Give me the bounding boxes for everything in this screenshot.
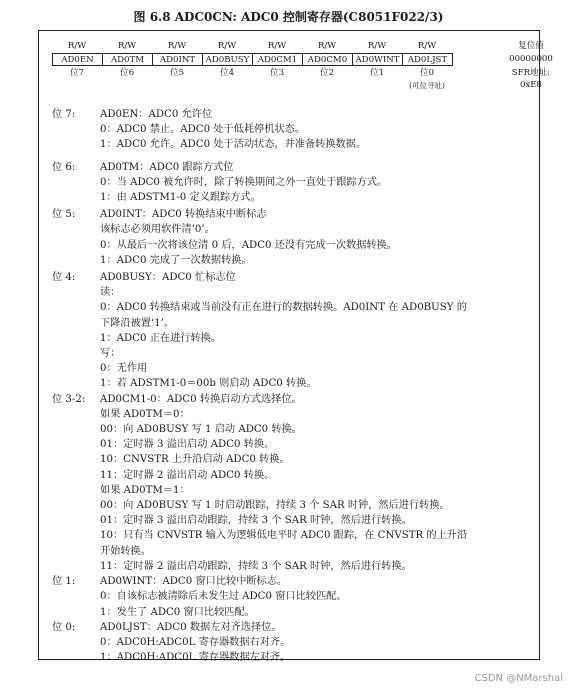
bit-position-7: 位7 [69,68,85,78]
watermark: CSDN @NMarshal [474,673,563,684]
entry-bit7 [52,107,532,153]
bit-position-3: 位3 [269,68,285,78]
access-bit0: R/W [417,41,437,51]
entry-line: 下降沿被置‘1’。 [100,317,175,329]
entry-line: 1：ADC0 允许。ADC0 处于活动状态，并准备转换数据。 [100,139,367,151]
entry-line: 10：只有当 CNVSTR 输入为逻辑低电平时 ADC0 跟踪，在 CNVSTR 的上升沿 [100,530,468,542]
entry-line: 1：ADC0H:ADC0L 寄存器数据左对齐。 [100,652,291,664]
access-bit2: R/W [317,41,337,51]
entry-label: 位 6: [52,161,76,173]
entry-line: 如果 AD0TM＝0： [100,408,190,420]
entry-label: 位 4: [52,272,76,284]
bit-name-3: AD0CM1 [252,53,303,66]
entry-line: AD0WINT：ADC0 窗口比较中断标志。 [100,576,288,588]
entry-bit3-2 [52,392,532,574]
entry-line: AD0INT：ADC0 转换结束中断标志 [100,209,267,221]
bit-name-6: AD0TM [102,53,153,66]
access-bit7: R/W [67,41,87,51]
entry-line: 10：CNVSTR 上升沿启动 ADC0 转换。 [100,454,290,466]
entry-line: 0：ADC0 转换结束或当前没有正在进行的数据转换。AD0INT 在 AD0BUSY 的 [100,302,467,314]
access-bit5: R/W [167,41,187,51]
entry-line: 0：ADC0H:ADC0L 寄存器数据右对齐。 [100,636,291,648]
entry-line: AD0BUSY：ADC0 忙标志位 [100,272,236,284]
entry-line: 0：从最后一次将该位清 0 后，ADC0 还没有完成一次数据转换。 [100,239,397,251]
bit-name-7: AD0EN [52,53,103,66]
entry-line: 1：ADC0 正在进行转换。 [100,332,222,344]
entry-line: 1：由 ADSTM1-0 定义跟踪方式。 [100,192,261,204]
reset-label: 复位值 [518,41,544,51]
reset-value: 00000000 [509,54,553,64]
entry-label: 位 0: [52,621,76,633]
entry-line: 1：发生了 ADC0 窗口比较匹配。 [100,606,255,618]
bit-name-1: AD0WINT [352,53,403,66]
entry-line: 0：当 ADC0 被允许时，除了转换期间之外一直处于跟踪方式。 [100,176,388,188]
entry-line: 01：定时器 3 溢出启动 ADC0 转换。 [100,439,275,451]
entry-line: 00：向 AD0BUSY 写 1 时启动跟踪，持续 3 个 SAR 时钟，然后进行转换。 [100,500,450,512]
bit-name-5: AD0INT [152,53,203,66]
sfr-address: 0xE8 [519,80,543,90]
entry-line: 1：若 ADSTM1-0＝00b 则启动 ADC0 转换。 [100,378,317,390]
entry-line: 0：无作用 [100,363,148,375]
bit-name-0: AD0LJST [402,53,453,66]
bit-position-1: 位1 [369,68,385,78]
entry-label: 位 1: [52,576,76,588]
entry-label: 位 5: [52,209,76,221]
entry-line: 1：ADC0 完成了一次数据转换。 [100,254,252,266]
bit-name-2: AD0CM0 [302,53,353,66]
entry-line: 01：定时器 3 溢出启动跟踪，持续 3 个 SAR 时钟，然后进行转换。 [100,515,412,527]
sfr-label: SFR地址: [511,68,551,78]
entry-line: AD0LJST：ADC0 数据左对齐选择位。 [100,621,282,633]
bit-name-4: AD0BUSY [202,53,253,66]
access-bit6: R/W [117,41,137,51]
entry-line: 0：自该标志被清除后未发生过 ADC0 窗口比较匹配。 [100,591,347,603]
bit-position-5: 位5 [169,68,185,78]
entry-line: 写： [100,348,121,360]
bit-position-4: 位4 [219,68,235,78]
entry-line: 开始转换。 [100,545,151,557]
access-bit4: R/W [217,41,237,51]
figure-title: 图 6.8 ADC0CN: ADC0 控制寄存器(C8051F022/3) [133,10,444,24]
entry-line: 11：定时器 2 溢出启动跟踪，持续 3 个 SAR 时钟，然后进行转换。 [100,560,412,572]
bit-position-6: 位6 [119,68,135,78]
bit-position-0: 位0 [419,68,435,78]
entry-bit5 [52,207,532,268]
entry-line: 该标志必须用软件清‘0’。 [100,224,215,236]
entry-line: AD0EN：ADC0 允许位 [100,109,213,120]
entry-line: AD0TM：ADC0 跟踪方式位 [100,161,234,173]
entry-bit1 [52,574,532,620]
entry-bit0 [52,620,532,666]
entry-line: AD0CM1-0：ADC0 转换启动方式选择位。 [100,393,302,405]
entry-bit6 [52,160,532,206]
entry-label: 位 7: [52,109,76,120]
entry-line: 如果 AD0TM＝1： [100,484,190,496]
entry-line: 读： [100,287,121,299]
bit-position-2: 位2 [319,68,335,78]
access-bit3: R/W [267,41,287,51]
entry-line: 00：向 AD0BUSY 写 1 启动 ADC0 转换。 [100,424,302,436]
bit-descriptions [52,107,532,665]
entry-bit4 [52,270,532,392]
access-bit1: R/W [367,41,387,51]
entry-line: 11：定时器 2 溢出启动 ADC0 转换。 [100,469,275,481]
bit-addressable-note: (可位寻址) [409,81,445,90]
entry-line: 0：ADC0 禁止。ADC0 处于低耗停机状态。 [100,124,305,136]
entry-label: 位 3-2: [52,393,86,405]
